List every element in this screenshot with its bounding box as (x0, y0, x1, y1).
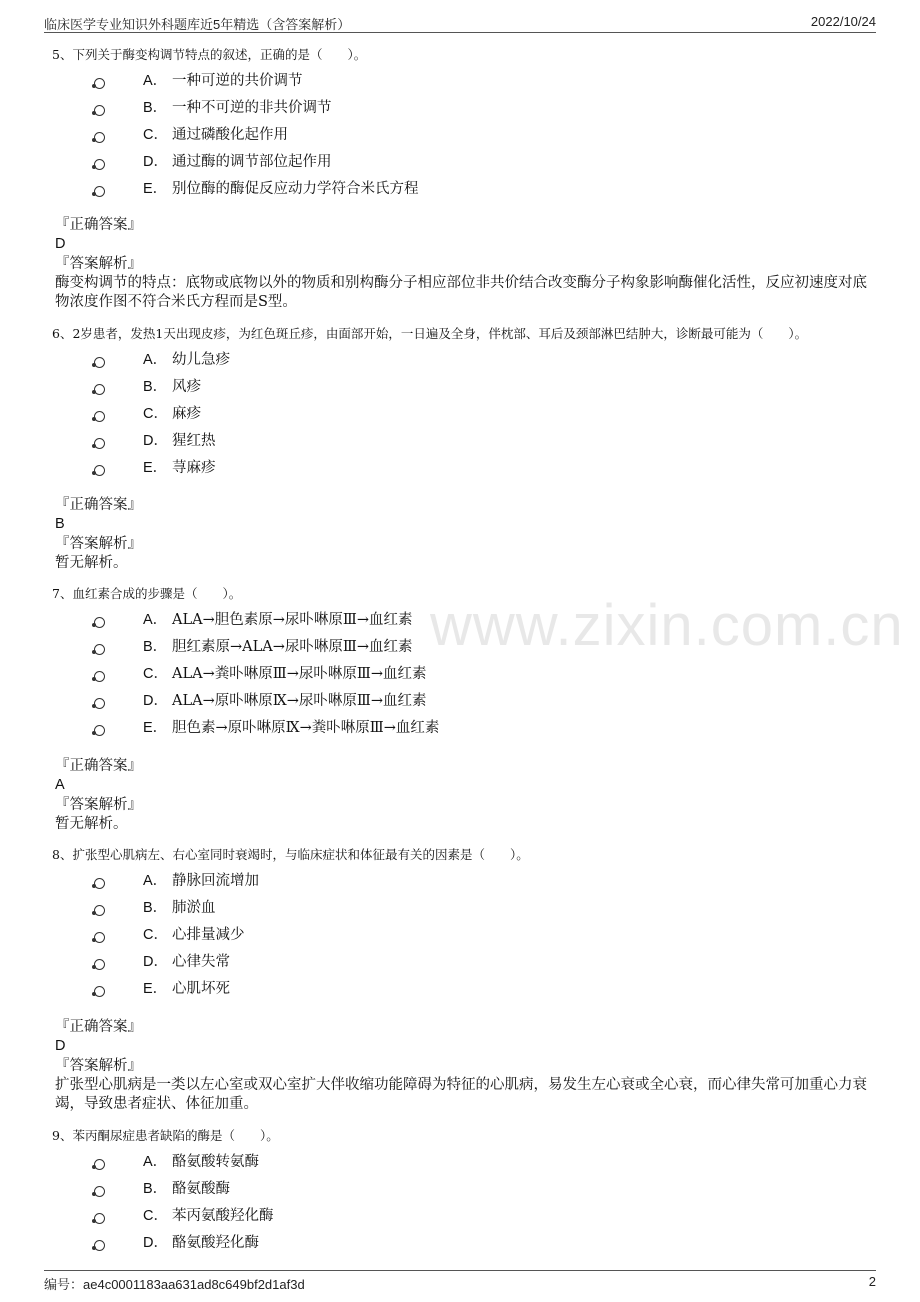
document-date: 2022/10/24 (810, 14, 876, 29)
radio-icon[interactable] (94, 671, 105, 682)
analysis-text: 暂无解析。 (55, 555, 128, 571)
option-e[interactable]: E． 别位酶的酶促反应动力学符合米氏方程 (52, 176, 882, 203)
page-footer (44, 1270, 876, 1293)
question-text: 5、下列关于酶变构调节特点的叙述，正确的是（ ）。 (52, 47, 367, 62)
correct-answer: D (55, 1038, 66, 1054)
option-text: 静脉回流增加 (172, 873, 259, 889)
option-b[interactable]: B． 酪氨酸酶 (52, 1176, 882, 1203)
radio-icon[interactable] (94, 959, 105, 970)
option-text: 心肌坏死 (172, 981, 230, 997)
option-e[interactable]: E． 胆色素→原卟啉原Ⅸ→粪卟啉原Ⅲ→血红素 (52, 715, 882, 742)
option-c[interactable]: C． 苯丙氨酸羟化酶 (52, 1203, 882, 1230)
option-a[interactable]: A． 幼儿急疹 (52, 347, 882, 374)
question-8 (52, 846, 882, 1003)
option-text: ALA→粪卟啉原Ⅲ→尿卟啉原Ⅲ→血红素 (172, 666, 427, 682)
page-number: 2 (868, 1274, 876, 1289)
option-a[interactable]: A． 一种可逆的共价调节 (52, 68, 882, 95)
option-text: ALA→胆色素原→尿卟啉原Ⅲ→血红素 (172, 612, 413, 628)
question-text: 8、扩张型心肌病左、右心室同时衰竭时，与临床症状和体征最有关的因素是（ ）。 (52, 847, 529, 862)
question-text: 9、苯丙酮尿症患者缺陷的酶是（ ）。 (52, 1128, 279, 1143)
option-text: 麻疹 (172, 406, 201, 422)
option-list (52, 607, 882, 742)
option-text: 胆色素→原卟啉原Ⅸ→粪卟啉原Ⅲ→血红素 (172, 720, 440, 736)
radio-icon[interactable] (94, 105, 105, 116)
analysis-label: 『答案解析』 (55, 536, 142, 552)
option-c[interactable]: C． 通过磷酸化起作用 (52, 122, 882, 149)
answer-label: 『正确答案』 (55, 217, 142, 233)
option-list (52, 868, 882, 1003)
option-e[interactable]: E． 心肌坏死 (52, 976, 882, 1003)
option-text: 肺淤血 (172, 900, 216, 916)
option-text: 胆红素原→ALA→尿卟啉原Ⅲ→血红素 (172, 639, 413, 655)
option-text: 别位酶的酶促反应动力学符合米氏方程 (172, 181, 419, 197)
analysis-label: 『答案解析』 (55, 1058, 142, 1074)
option-e[interactable]: E． 荨麻疹 (52, 455, 882, 482)
correct-answer: B (55, 516, 65, 532)
option-text: 酪氨酸转氨酶 (172, 1154, 259, 1170)
radio-icon[interactable] (94, 384, 105, 395)
document-title: 临床医学专业知识外科题库近5年精选（含答案解析） (44, 17, 351, 32)
radio-icon[interactable] (94, 644, 105, 655)
option-text: 通过酶的调节部位起作用 (172, 154, 332, 170)
answer-label: 『正确答案』 (55, 1019, 142, 1035)
question-5 (52, 46, 882, 203)
option-a[interactable]: A． ALA→胆色素原→尿卟啉原Ⅲ→血红素 (52, 607, 882, 634)
option-text: 荨麻疹 (172, 460, 216, 476)
radio-icon[interactable] (94, 905, 105, 916)
radio-icon[interactable] (94, 698, 105, 709)
option-d[interactable]: D． ALA→原卟啉原Ⅸ→尿卟啉原Ⅲ→血红素 (52, 688, 882, 715)
correct-answer: D (55, 236, 66, 252)
watermark: www.zixin.com.cn (430, 593, 904, 658)
radio-icon[interactable] (94, 132, 105, 143)
option-d[interactable]: D． 酪氨酸羟化酶 (52, 1230, 882, 1257)
radio-icon[interactable] (94, 932, 105, 943)
option-text: 风疹 (172, 379, 201, 395)
analysis-text: 酶变构调节的特点：底物或底物以外的物质和别构酶分子相应部位非共价结合改变酶分子构象影响酶催化活性，反应初速度对底物浓度作图不符合米氏方程而是S型。 (55, 275, 867, 310)
option-d[interactable]: D． 猩红热 (52, 428, 882, 455)
page-header (44, 12, 876, 33)
radio-icon[interactable] (94, 438, 105, 449)
answer-label: 『正确答案』 (55, 497, 142, 513)
option-text: 心律失常 (172, 954, 230, 970)
radio-icon[interactable] (94, 1240, 105, 1251)
option-c[interactable]: C． 麻疹 (52, 401, 882, 428)
option-text: ALA→原卟啉原Ⅸ→尿卟啉原Ⅲ→血红素 (172, 693, 427, 709)
analysis-text: 暂无解析。 (55, 816, 128, 832)
radio-icon[interactable] (94, 411, 105, 422)
option-c[interactable]: C． ALA→粪卟啉原Ⅲ→尿卟啉原Ⅲ→血红素 (52, 661, 882, 688)
option-text: 酪氨酸羟化酶 (172, 1235, 259, 1251)
question-7 (52, 585, 882, 742)
radio-icon[interactable] (94, 159, 105, 170)
analysis-label: 『答案解析』 (55, 797, 142, 813)
radio-icon[interactable] (94, 357, 105, 368)
option-text: 苯丙氨酸羟化酶 (172, 1208, 274, 1224)
option-a[interactable]: A． 静脉回流增加 (52, 868, 882, 895)
radio-icon[interactable] (94, 1159, 105, 1170)
radio-icon[interactable] (94, 465, 105, 476)
option-list (52, 68, 882, 203)
radio-icon[interactable] (94, 617, 105, 628)
option-text: 通过磷酸化起作用 (172, 127, 288, 143)
option-text: 一种可逆的共价调节 (172, 73, 303, 89)
option-c[interactable]: C． 心排量减少 (52, 922, 882, 949)
analysis-label: 『答案解析』 (55, 256, 142, 272)
option-text: 心排量减少 (172, 927, 245, 943)
option-text: 一种不可逆的非共价调节 (172, 100, 332, 116)
analysis-text: 扩张型心肌病是一类以左心室或双心室扩大伴收缩功能障碍为特征的心肌病，易发生左心衰或全心衰，而心律失常可加重心力衰竭，导致患者症状、体征加重。 (55, 1077, 867, 1112)
correct-answer: A (55, 777, 65, 793)
document-code: 编号：ae4c0001183aa631ad8c649bf2d1af3d (44, 1277, 305, 1292)
question-text: 6、2岁患者，发热1天出现皮疹，为红色斑丘疹，由面部开始，一日遍及全身，伴枕部、耳后及颈部淋巴结肿大，诊断最可能为（ ）。 (52, 326, 808, 341)
option-list (52, 347, 882, 482)
radio-icon[interactable] (94, 78, 105, 89)
answer-label: 『正确答案』 (55, 758, 142, 774)
question-9 (52, 1127, 882, 1257)
option-b[interactable]: B． 胆红素原→ALA→尿卟啉原Ⅲ→血红素 (52, 634, 882, 661)
option-text: 酪氨酸酶 (172, 1181, 230, 1197)
question-6 (52, 325, 882, 482)
option-b[interactable]: B． 肺淤血 (52, 895, 882, 922)
option-a[interactable]: A． 酪氨酸转氨酶 (52, 1149, 882, 1176)
radio-icon[interactable] (94, 725, 105, 736)
radio-icon[interactable] (94, 1213, 105, 1224)
radio-icon[interactable] (94, 986, 105, 997)
radio-icon[interactable] (94, 1186, 105, 1197)
option-text: 猩红热 (172, 433, 216, 449)
radio-icon[interactable] (94, 186, 105, 197)
option-d[interactable]: D． 通过酶的调节部位起作用 (52, 149, 882, 176)
option-list (52, 1149, 882, 1257)
option-d[interactable]: D． 心律失常 (52, 949, 882, 976)
option-b[interactable]: B． 风疹 (52, 374, 882, 401)
radio-icon[interactable] (94, 878, 105, 889)
question-text: 7、血红素合成的步骤是（ ）。 (52, 586, 242, 601)
option-text: 幼儿急疹 (172, 352, 230, 368)
option-b[interactable]: B． 一种不可逆的非共价调节 (52, 95, 882, 122)
